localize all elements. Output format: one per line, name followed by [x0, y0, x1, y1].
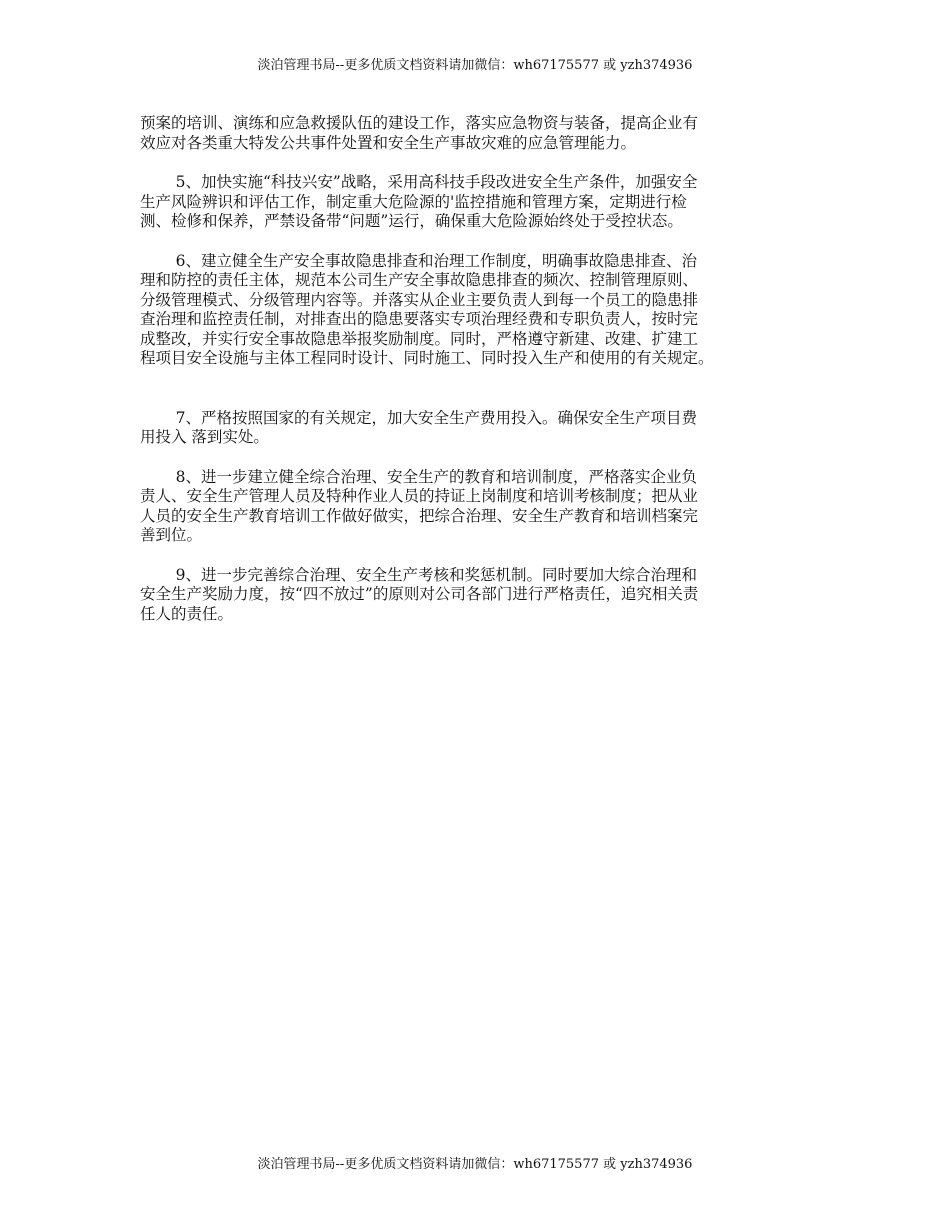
text-line: 预案的培训、演练和应急救援队伍的建设工作，落实应急物资与装备，提高企业有 [140, 114, 699, 132]
text-line: 7、严格按照国家的有关规定，加大安全生产费用投入。确保安全生产项目费 [175, 408, 698, 427]
paragraph-item-8 [140, 468, 820, 546]
text-line: 查治理和监控责任制，对排查出的隐患要落实专项治理经费和专职负责人，按时完 [140, 310, 699, 328]
document-body [140, 114, 820, 624]
text-line: 测、检修和保养，严禁设备带“问题”运行，确保重大危险源始终处于受控状态。 [140, 212, 683, 230]
text-line: 5、加快实施“科技兴安”战略，采用高科技手段改进安全生产条件，加强安全 [175, 173, 698, 191]
paragraph-item-7 [140, 409, 820, 448]
page-footer: 淡泊管理书局--更多优质文档资料请加微信：wh67175577 或 yzh374936 [257, 1157, 693, 1172]
paragraph-item-5 [140, 173, 820, 232]
text-line: 分级管理模式、分级管理内容等。并落实从企业主要负责人到每一个员工的隐患排 [140, 290, 699, 309]
text-line: 程项目安全设施与主体工程同时设计、同时施工、同时投入生产和使用的有关规定。 [140, 349, 714, 367]
text-line: 6、建立健全生产安全事故隐患排查和治理工作制度，明确事故隐患排查、治 [175, 251, 698, 270]
text-line: 责人、安全生产管理人员及特种作业人员的持证上岗制度和培训考核制度；把从业 [140, 487, 699, 505]
text-line: 生产风险辨识和评估工作，制定重大危险源的'监控措施和管理方案，定期进行检 [140, 192, 687, 211]
paragraph-item-6 [140, 252, 820, 369]
page-header: 淡泊管理书局--更多优质文档资料请加微信：wh67175577 或 yzh374936 [257, 58, 693, 73]
text-line: 效应对各类重大特发公共事件处置和安全生产事故灾难的应急管理能力。 [140, 133, 637, 152]
text-line: 9、进一步完善综合治理、安全生产考核和奖惩机制。同时要加大综合治理和 [175, 565, 698, 584]
text-line: 理和防控的责任主体，规范本公司生产安全事故隐患排查的频次、控制管理原则、 [140, 271, 699, 289]
paragraph-continued [140, 114, 820, 153]
text-line: 任人的责任。 [140, 604, 234, 623]
text-line: 人员的安全生产教育培训工作做好做实，把综合治理、安全生产教育和培训档案完 [140, 506, 699, 525]
text-line: 用投入 落到实处。 [140, 428, 269, 446]
text-line: 成整改，并实行安全事故隐患举报奖励制度。同时，严格遵守新建、改建、扩建工 [140, 329, 699, 348]
text-line: 8、进一步建立健全综合治理、安全生产的教育和培训制度，严格落实企业负 [175, 467, 698, 486]
paragraph-item-9 [140, 566, 820, 625]
text-line: 安全生产奖励力度，按“四不放过”的原则对公司各部门进行严格责任，追究相关责 [140, 585, 699, 603]
text-line: 善到位。 [140, 526, 203, 544]
